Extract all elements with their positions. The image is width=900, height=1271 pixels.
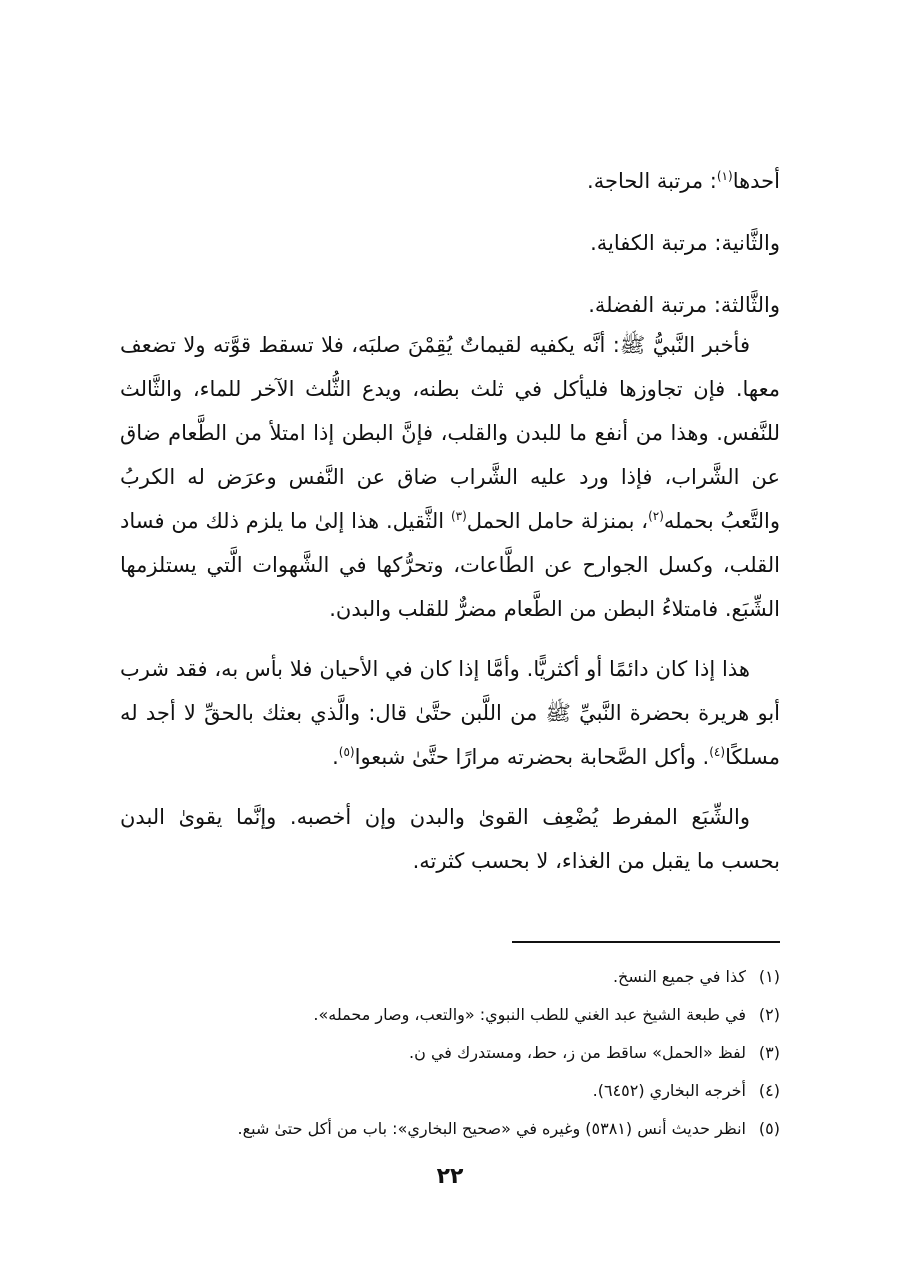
paragraph-2 xyxy=(120,647,780,779)
footnote-text: لفظ «الحمل» ساقط من ز، حط، ومستدرك في ن. xyxy=(409,1043,746,1062)
footnote-text: أخرجه البخاري (٦٤٥٢). xyxy=(592,1081,746,1100)
rank-line-2: والثَّانية: مرتبة الكفاية. xyxy=(590,231,780,255)
footnote-number: (١) xyxy=(758,967,780,986)
paragraph-text: . xyxy=(332,745,339,769)
footnote-number: (٣) xyxy=(758,1043,780,1062)
footnote-number: (٢) xyxy=(758,1005,780,1024)
footnote-number: (٤) xyxy=(758,1081,780,1100)
footnote-text: في طبعة الشيخ عبد الغني للطب النبوي: «والتعب، وصار محمله». xyxy=(313,1005,746,1024)
footnote-ref: (٤) xyxy=(709,745,726,759)
page-number: ٢٢ xyxy=(436,1164,464,1189)
footnote-ref: (٥) xyxy=(338,745,355,759)
footnote-item xyxy=(120,996,780,1034)
footnotes-list xyxy=(120,958,780,1148)
footnote-separator xyxy=(512,941,780,943)
paragraph-text: الثَّقيل. هذا إلىٰ ما يلزم ذلك من فساد القلب، وكسل الجوارح عن الطَّاعات، وتحرُّكها في الشَّهوات الَّتي يستلزمها الشِّبَع. فامتلاءُ البطن من الطَّعام مضرٌّ للقلب والبدن. xyxy=(120,509,780,621)
footnote-ref: (١) xyxy=(716,169,733,183)
main-text xyxy=(120,323,780,899)
paragraph-text: هذا إذا كان دائمًا أو أكثريًّا. وأمَّا إذا كان في الأحيان فلا بأس به، فقد شرب أبو هريرة بحضرة النَّبيِّ ﷺ من اللَّبن حتَّىٰ قال: والَّذي بعثك بالحقِّ لا أجد له مسلكًا xyxy=(120,657,780,769)
footnote-text: كذا في جميع النسخ. xyxy=(612,967,746,986)
footnote-item xyxy=(120,958,780,996)
footnote-item xyxy=(120,1034,780,1072)
paragraph-text: . وأكل الصَّحابة بحضرته مرارًا حتَّىٰ شبعوا xyxy=(354,745,710,769)
ranks-list xyxy=(120,150,780,336)
rank-line-3: والثَّالثة: مرتبة الفضلة. xyxy=(588,293,780,317)
footnote-text: انظر حديث أنس (٥٣٨١) وغيره في «صحيح البخاري»: باب من أكل حتىٰ شبع. xyxy=(237,1119,746,1138)
paragraph-1 xyxy=(120,323,780,631)
rank-text: أحدها xyxy=(732,169,780,193)
footnote-number: (٥) xyxy=(758,1119,780,1138)
paragraph-3: والشِّبَع المفرط يُضْعِف القوىٰ والبدن وإن أخصبه. وإنَّما يقوىٰ البدن بحسب ما يقبل من الغذاء، لا بحسب كثرته. xyxy=(120,805,780,873)
footnote-ref: (٢) xyxy=(648,509,664,523)
paragraph-text: ، بمنزلة حامل الحمل xyxy=(466,509,649,533)
paragraph-text: فأخبر النَّبيُّ ﷺ: أنَّه يكفيه لقيماتٌ يُقِمْنَ صلبَه، فلا تسقط قوَّته ولا تضعف معها. فإن تجاوزها فليأكل في ثلث بطنه، ويدع الثُّلث الآخر للماء، والثَّالث للنَّفس. وهذا من أنفع ما للبدن والقلب، فإنَّ البطن إذا امتلأ من الطَّعام ضاق عن الشَّراب، فإذا ورد عليه الشَّراب ضاق عن النَّفس وعرَض له الكربُ والتَّعبُ بحمله xyxy=(120,333,781,533)
footnote-item xyxy=(120,1072,780,1110)
footnote-item xyxy=(120,1110,780,1148)
footnote-ref: (٣) xyxy=(450,509,467,523)
rank-line-1 xyxy=(120,150,780,212)
rank-text: : مرتبة الحاجة. xyxy=(587,169,717,193)
